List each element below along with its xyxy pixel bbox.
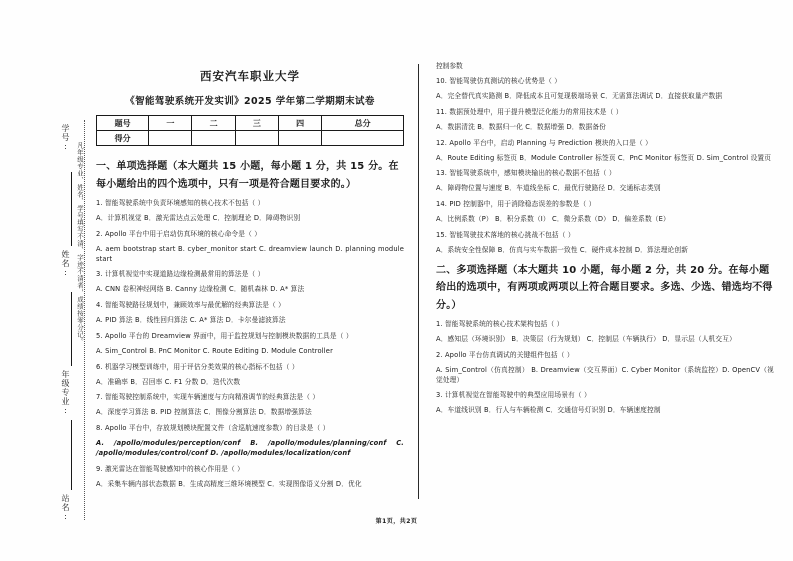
margin-label-grade-major: 年级专业: bbox=[61, 370, 70, 416]
question-stem: 14. PID 控制器中，用于消除稳态误差的参数是（ ） bbox=[436, 200, 596, 209]
seal-divider-1 bbox=[71, 172, 72, 246]
question-options: A．采集车辆内部状态数据 B．生成高精度三维环境模型 C．实现图像语义分割 D．优化 bbox=[96, 479, 362, 488]
score-table-col-4: 四 bbox=[278, 116, 321, 131]
margin-label-name: 姓名: bbox=[61, 250, 70, 278]
score-table-row-label-question: 题号 bbox=[97, 116, 149, 131]
question-stem: 12. Apollo 平台中，启动 Planning 与 Prediction 模块的入口是（ ） bbox=[436, 138, 652, 147]
question-options: A．深度学习算法 B. PID 控制算法 C．图像分割算法 D．数据增强算法 bbox=[96, 408, 312, 417]
table-row-scores bbox=[97, 131, 404, 146]
column-divider bbox=[418, 64, 419, 499]
question-options: A. Sim_Control B. PnC Monitor C. Route Editing D. Module Controller bbox=[96, 346, 333, 355]
question-options: A．准确率 B．召回率 C. F1 分数 D．迭代次数 bbox=[96, 377, 241, 386]
question-options: A．Route Editing 标签页 B．Module Controller 标签页 C．PnC Monitor 标签页 D. Sim_Control 设置页 bbox=[436, 153, 772, 162]
exam-title: 《智能驾驶系统开发实训》2025 学年第二学期期末试卷 bbox=[125, 96, 375, 107]
school-title: 西安汽车职业大学 bbox=[200, 69, 300, 83]
question-stem: 2. Apollo 平台仿真调试的关键组件包括（ ） bbox=[436, 350, 574, 359]
score-cell-3[interactable] bbox=[235, 131, 278, 146]
margin-label-station: 站名: bbox=[61, 494, 70, 522]
question-options: A．完全替代真实路测 B．降低成本且可复现极端场景 C．无需算法调试 D．直接获取量产数据 bbox=[436, 92, 723, 101]
score-cell-1[interactable] bbox=[149, 131, 192, 146]
score-cell-2[interactable] bbox=[192, 131, 235, 146]
score-cell-total[interactable] bbox=[322, 131, 404, 146]
question-options: A．系统安全性保障 B．仿真与实车数据一致性 C．硬件成本控制 D．算法理论创新 bbox=[436, 245, 689, 254]
question-options: A．感知层（环境识别） B．决策层（行为规划） C．控制层（车辆执行） D．显示层（人机交互） bbox=[436, 335, 736, 344]
question-options: A. Sim_Control（仿真控制） B. Dreamview（交互界面）C. Cyber Monitor（系统监控）D. OpenCV（视觉处理） bbox=[436, 365, 774, 384]
question-stem: 5. Apollo 平台的 Dreamview 界面中，用于监控规划与控制模块数据的工具是（ ） bbox=[96, 331, 353, 340]
page-footer: 第1页，共2页 bbox=[375, 518, 418, 525]
question-options-paths: A. /apollo/modules/perception/conf B. /apollo/modules/planning/conf C. /apollo/modules/control/conf D. /apollo/modules/localization/conf bbox=[96, 439, 404, 457]
score-table-col-total: 总分 bbox=[322, 116, 404, 131]
question-stem: 8. Apollo 平台中，存放规划模块配置文件（含巡航速度参数）的目录是（ ） bbox=[96, 424, 330, 433]
question-stem: 10. 智能驾驶仿真测试的核心优势是（ ） bbox=[436, 77, 562, 86]
question-options: A．车道线识别 B．行人与车辆检测 C．交通信号灯识别 D．车辆速度控制 bbox=[436, 406, 661, 415]
question-stem: 6. 机器学习模型训练中，用于评估分类效果的核心指标不包括（ ） bbox=[96, 362, 299, 371]
question-stem: 3. 计算机视觉在智能驾驶中的典型应用场景有（ ） bbox=[436, 391, 591, 400]
question-options: A．比例系数（P） B．积分系数（I） C．微分系数（D） D．偏差系数（E） bbox=[436, 215, 670, 224]
margin-strip bbox=[14, 120, 94, 520]
question-options: A．障碍物位置与速度 B．车道线坐标 C．最优行驶路径 D．交通标志类别 bbox=[436, 184, 661, 193]
score-table bbox=[96, 115, 404, 146]
question-options: A．数据清洗 B．数据归一化 C．数据增强 D．数据备份 bbox=[436, 122, 606, 131]
left-column bbox=[96, 62, 404, 517]
question-options: A. CNN 卷积神经网络 B. Canny 边缘检测 C．随机森林 D. A* 算法 bbox=[96, 285, 305, 294]
margin-note: 凡年级专业、姓名、学号填写不清、字迹不清者，成绩按零分记。 bbox=[76, 142, 84, 345]
section-heading-single-choice: 一、单项选择题（本大题共 15 小题，每小题 1 分，共 15 分。在每小题给出的四个选项中，只有一项是符合题目要求的。） bbox=[96, 161, 399, 190]
table-row-question-numbers bbox=[97, 116, 404, 131]
seal-divider-2 bbox=[71, 292, 72, 366]
question-options: A. aem bootstrap start B. cyber_monitor start C. dreamview launch D. planning module start bbox=[96, 244, 404, 263]
question-stem: 1. 智能驾驶系统中负责环境感知的核心技术不包括（ ） bbox=[96, 199, 265, 207]
question-stem: 1. 智能驾驶系统的核心技术架构包括（ ） bbox=[436, 320, 564, 329]
question-options: A. PID 算法 B．线性回归算法 C. A* 算法 D．卡尔曼滤波算法 bbox=[96, 316, 286, 325]
score-table-col-2: 二 bbox=[192, 116, 235, 131]
question-stem: 15. 智能驾驶技术落地的核心挑战不包括（ ） bbox=[436, 230, 575, 239]
question-options: A．计算机视觉 B．激光雷达点云处理 C．控制理论 D．障碍物识别 bbox=[96, 214, 301, 223]
margin-label-student-id: 学号: bbox=[61, 124, 70, 152]
score-cell-4[interactable] bbox=[278, 131, 321, 146]
score-table-col-3: 三 bbox=[235, 116, 278, 131]
question-stem: 13. 智能驾驶系统中，感知模块输出的核心数据不包括（ ） bbox=[436, 169, 616, 178]
question-stem: 11. 数据预处理中，用于提升模型泛化能力的常用技术是（ ） bbox=[436, 107, 623, 116]
question-stem: 9. 激光雷达在智能驾驶感知中的核心作用是（ ） bbox=[96, 464, 244, 473]
seal-divider-3 bbox=[71, 420, 72, 490]
score-table-col-1: 一 bbox=[149, 116, 192, 131]
section-heading-multi-choice: 二、多项选择题（本大题共 10 小题，每小题 2 分，共 20 分。在每小题给出的选项中，有两项或两项以上符合题目要求。多选、少选、错选均不得分。） bbox=[436, 264, 773, 311]
score-table-row-label-score: 得分 bbox=[97, 131, 149, 146]
continuation-text: 控制参数 bbox=[436, 62, 463, 70]
question-stem: 4. 智能驾驶路径规划中，兼顾效率与最优解的经典算法是（ ） bbox=[96, 301, 286, 310]
question-stem: 7. 智能驾驶控制系统中，实现车辆速度与方向精准调节的经典算法是（ ） bbox=[96, 393, 320, 402]
right-column bbox=[436, 62, 774, 517]
question-stem: 3. 计算机视觉中实现道路边缘检测最常用的算法是（ ） bbox=[96, 270, 265, 279]
question-stem: 2. Apollo 平台中用于启动仿真环境的核心命令是（ ） bbox=[96, 229, 262, 238]
